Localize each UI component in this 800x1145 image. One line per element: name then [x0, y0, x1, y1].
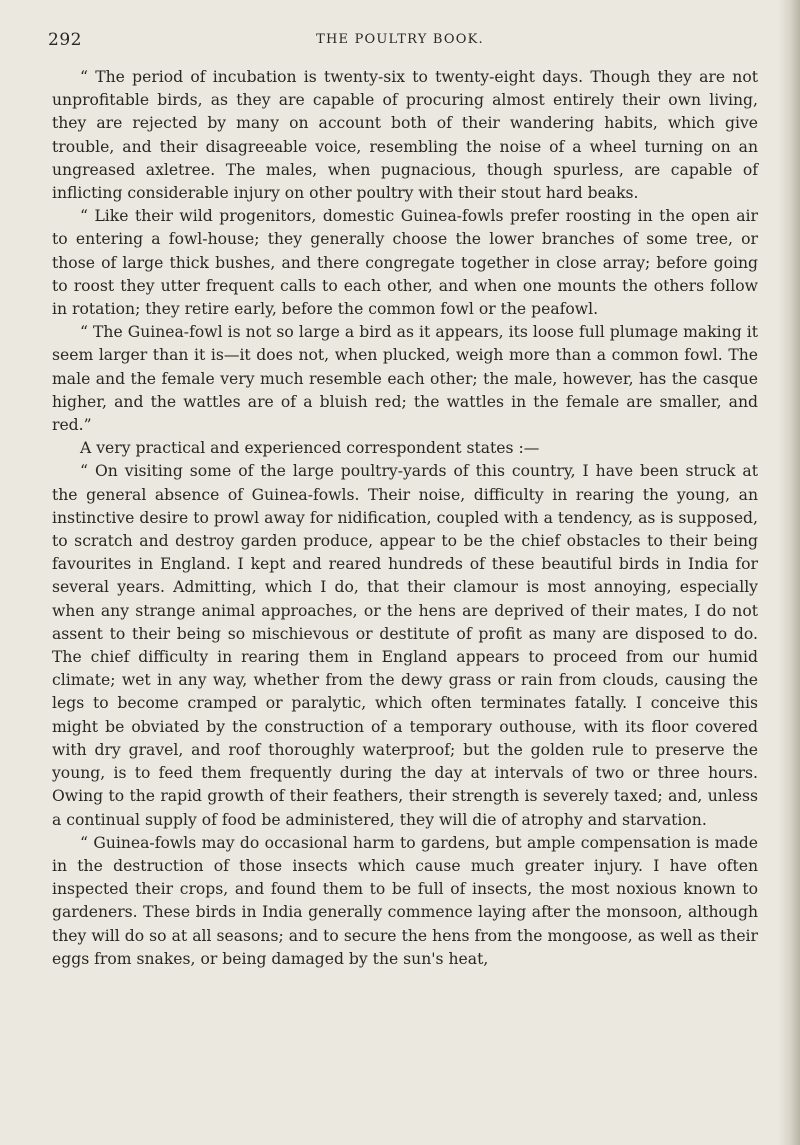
paragraph: “ Like their wild progenitors, domestic Guinea-fowls prefer roosting in the open air to entering a fowl-house; they generally choose the lower branches of some tree, or those of large thick bushes, and there congregate together in close array; before going to roost they utter frequent calls to each other, and when one mounts the others follow in rotation; they retire early, before the common fowl or the peafowl. [52, 207, 758, 319]
paragraph: “ Guinea-fowls may do occasional harm to gardens, but ample compensation is made in the destruction of those insects which cause much greater injury. I have often inspected their crops, and found them to be full of insects, the most noxious known to gardeners. These birds in India generally commence laying after the monsoon, although they will do so at all seasons; and to secure the hens from the mongoose, as well as their eggs from snakes, or being damaged by the sun's heat, [52, 833, 758, 968]
paragraph: “ The Guinea-fowl is not so large a bird as it appears, its loose full plumage making it seem larger than it is—it does not, when plucked, weigh more than a common fowl. The male and the female very much resemble each other; the male, however, has the casque higher, and the wattles are of a bluish red; the wattles in the female are smaller, and red.” [52, 323, 758, 435]
paragraph: “ The period of incubation is twenty-six to twenty-eight days. Though they are not unprofitable birds, as they are capable of procuring almost entirely their own living, they are rejected by many on account both of their wandering habits, which give trouble, and their disagreeable voice, resembling the noise of a wheel turning on an ungreased axletree. The males, when pugnacious, though spurless, are capable of inflicting considerable injury on other poultry with their stout hard beaks. [52, 68, 758, 203]
page-edge-shadow [778, 0, 800, 1145]
running-head: THE POULTRY BOOK. [316, 32, 484, 47]
body-text [52, 66, 758, 971]
paragraph: A very practical and experienced correspondent states :— [80, 439, 540, 458]
paragraph: “ On visiting some of the large poultry-yards of this country, I have been struck at the general absence of Guinea-fowls. Their noise, difficulty in rearing the young, an instinctive desire to prowl away for nidification, coupled with a tendency, as is supposed, to scratch and destroy garden produce, appear to be the chief obstacles to their being favourites in England. I kept and reared hundreds of these beautiful birds in India for several years. Admitting, which I do, that their clamour is most annoying, especially when any strange animal approaches, or the hens are deprived of their mates, I do not assent to their being so mischievous or destitute of profit as many are disposed to do. The chief difficulty in rearing them in England appears to proceed from our humid climate; wet in any way, whether from the dewy grass or rain from clouds, causing the legs to become cramped or paralytic, which often terminates fatally. I conceive this might be obviated by the construction of a temporary outhouse, with its floor covered with dry gravel, and roof thoroughly waterproof; but the golden rule to preserve the young, is to feed them frequently during the day at intervals of two or three hours. Owing to the rapid growth of their feathers, their strength is severely taxed; and, unless a continual supply of food be administered, they will die of atrophy and starvation. [52, 462, 758, 829]
page-header [48, 30, 752, 60]
page-number: 292 [48, 30, 82, 50]
